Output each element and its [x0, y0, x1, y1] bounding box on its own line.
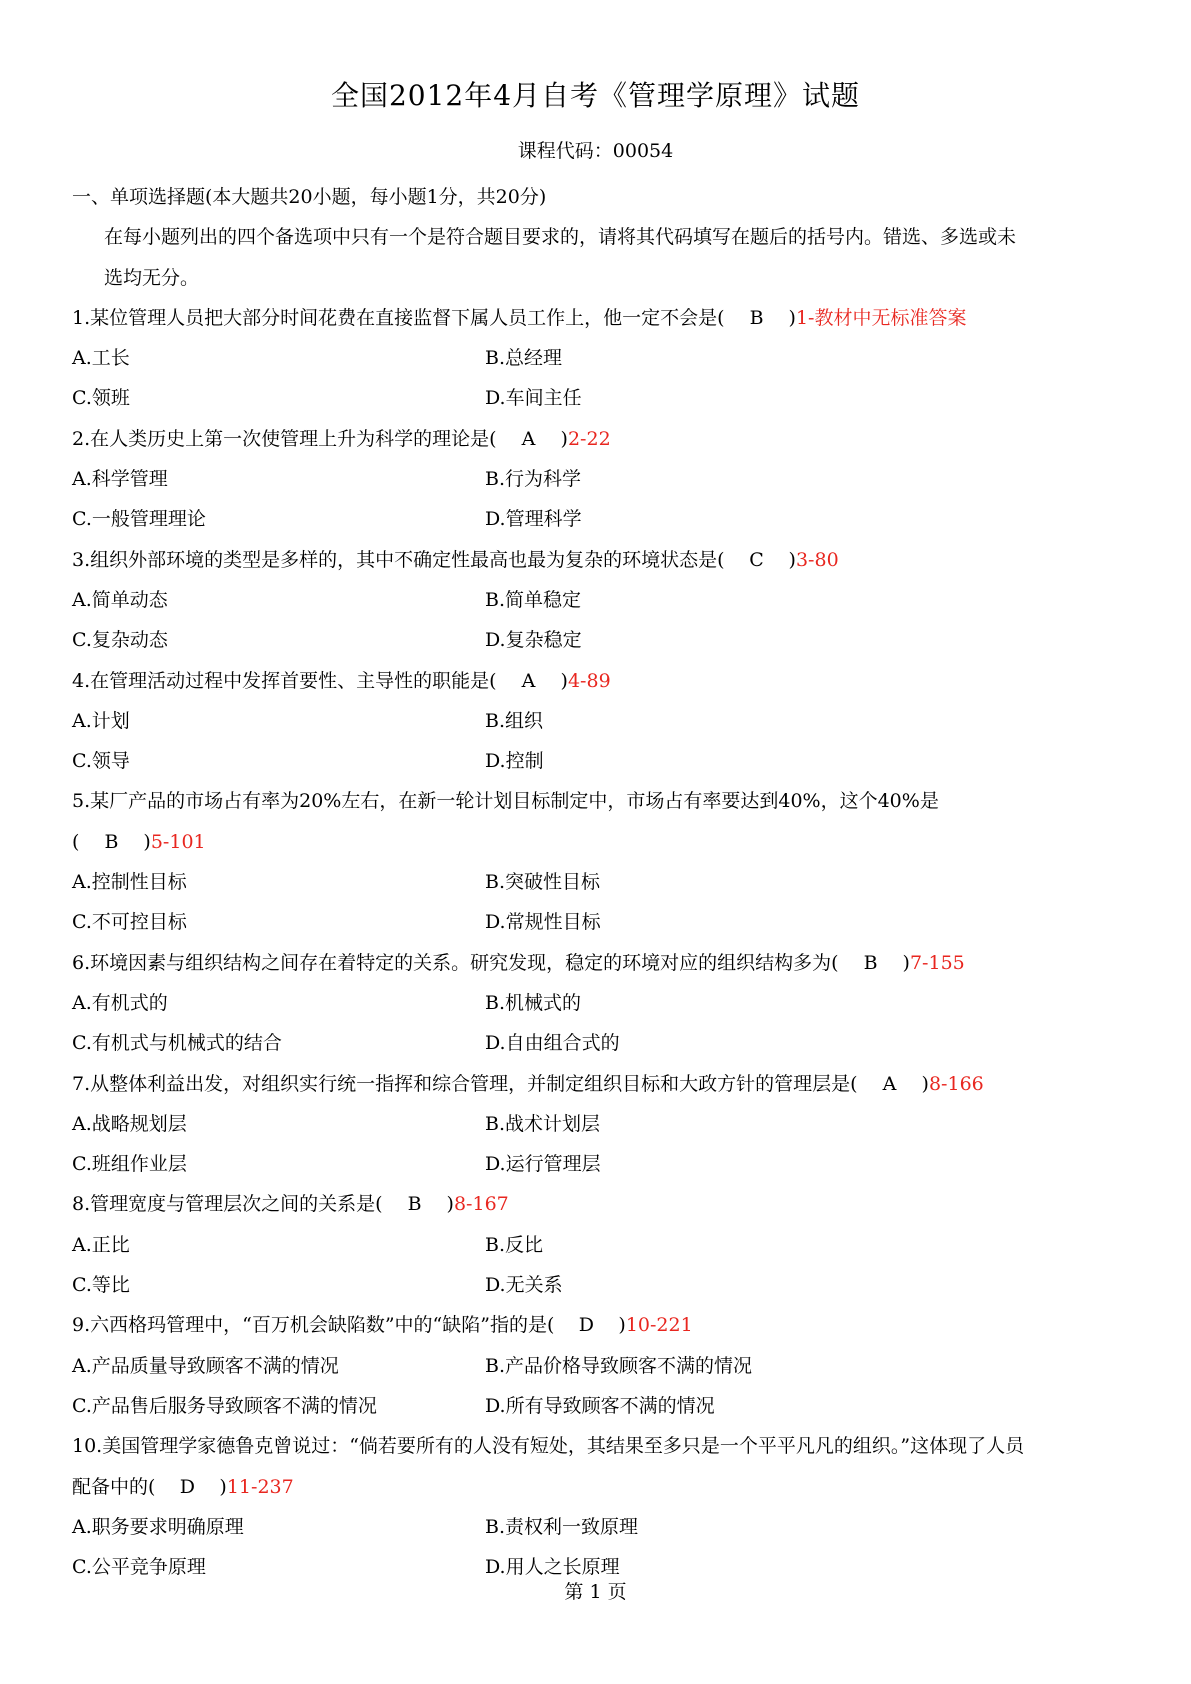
option-c: C.班组作业层: [72, 1153, 187, 1176]
option-a: A.有机式的: [72, 991, 168, 1014]
option-c: C.公平竞争原理: [72, 1556, 206, 1579]
option-row: [72, 1225, 1132, 1265]
answer-letter: C: [749, 548, 764, 571]
section-instruction-line-1: 在每小题列出的四个备选项中只有一个是符合题目要求的，请将其代码填写在题后的括号内。错选、多选或未: [104, 226, 1017, 249]
textbook-reference: 11-237: [226, 1475, 294, 1498]
answer-close-paren: ): [560, 669, 568, 692]
textbook-reference: 8-167: [453, 1193, 509, 1216]
option-a: A.控制性目标: [72, 871, 187, 894]
option-a: A.正比: [72, 1233, 130, 1256]
answer-close-paren: ): [788, 548, 796, 571]
option-row: [72, 1386, 1132, 1426]
question-stem: 9.六西格玛管理中，“百万机会缺陷数”中的“缺陷”指的是(: [72, 1314, 555, 1337]
textbook-reference: 8-166: [928, 1072, 984, 1095]
option-d: D.复杂稳定: [485, 629, 582, 652]
option-a: A.计划: [72, 709, 130, 732]
option-d: D.控制: [485, 750, 544, 773]
option-d: D.无关系: [485, 1274, 563, 1297]
option-a: A.工长: [72, 347, 130, 370]
option-row: [72, 983, 1132, 1023]
question-stem-line-2: [72, 822, 1132, 862]
question-stem: 5.某厂产品的市场占有率为20%左右，在新一轮计划目标制定中，市场占有率要达到40%，这个40%是: [72, 790, 939, 813]
option-c: C.不可控目标: [72, 911, 187, 934]
option-b: B.反比: [485, 1233, 544, 1256]
answer-letter: D: [179, 1475, 196, 1498]
option-a: A.简单动态: [72, 588, 168, 611]
page-title: 全国2012年4月自考《管理学原理》试题: [330, 79, 861, 112]
option-b: B.产品价格导致顾客不满的情况: [485, 1354, 753, 1377]
answer-letter: A: [882, 1072, 897, 1095]
answer-letter: B: [863, 951, 878, 974]
textbook-reference: 10-221: [625, 1314, 693, 1337]
option-row: [72, 378, 1132, 418]
answer-letter: D: [578, 1314, 595, 1337]
page-footer: 第 1 页: [564, 1581, 627, 1603]
question-4: [72, 661, 1132, 782]
textbook-reference: 3-80: [795, 548, 839, 571]
question-list: [72, 298, 1132, 1588]
option-row: [72, 1507, 1132, 1547]
question-stem-line: [72, 943, 1132, 983]
answer-close-paren: ): [618, 1314, 626, 1337]
option-row: [72, 701, 1132, 741]
question-stem: 8.管理宽度与管理层次之间的关系是(: [72, 1193, 383, 1216]
option-row: [72, 580, 1132, 620]
question-10: [72, 1426, 1132, 1587]
option-c: C.领导: [72, 750, 130, 773]
option-d: D.管理科学: [485, 508, 582, 531]
question-8: [72, 1184, 1132, 1305]
option-row: [72, 1023, 1132, 1063]
question-stem-line: [72, 781, 1132, 821]
option-b: B.简单稳定: [485, 588, 582, 611]
question-stem: 3.组织外部环境的类型是多样的，其中不确定性最高也最为复杂的环境状态是(: [72, 548, 725, 571]
option-c: C.领班: [72, 387, 130, 410]
option-c: C.一般管理理论: [72, 508, 206, 531]
question-stem: 4.在管理活动过程中发挥首要性、主导性的职能是(: [72, 669, 497, 692]
answer-letter: B: [104, 830, 119, 853]
option-d: D.运行管理层: [485, 1153, 601, 1176]
option-b: B.责权利一致原理: [485, 1515, 639, 1538]
question-stem: 7.从整体利益出发，对组织实行统一指挥和综合管理，并制定组织目标和大政方针的管理层是(: [72, 1072, 858, 1095]
question-stem-line: [72, 540, 1132, 580]
option-a: A.产品质量导致顾客不满的情况: [72, 1354, 339, 1377]
question-2: [72, 419, 1132, 540]
option-a: A.战略规划层: [72, 1112, 187, 1135]
answer-close-paren: ): [560, 427, 568, 450]
question-stem-line: [72, 419, 1132, 459]
option-b: B.机械式的: [485, 991, 582, 1014]
section-heading: 一、单项选择题(本大题共20小题，每小题1分，共20分): [72, 186, 547, 208]
textbook-reference: 4-89: [567, 669, 611, 692]
option-d: D.用人之长原理: [485, 1556, 620, 1579]
option-d: D.自由组合式的: [485, 1032, 620, 1055]
textbook-reference: 5-101: [150, 830, 206, 853]
option-b: B.组织: [485, 709, 544, 732]
option-row: [72, 741, 1132, 781]
answer-letter: B: [407, 1193, 422, 1216]
answer-close-paren: ): [219, 1475, 227, 1498]
textbook-reference: 2-22: [567, 427, 611, 450]
option-row: [72, 1144, 1132, 1184]
option-row: [72, 620, 1132, 660]
option-row: [72, 338, 1132, 378]
question-stem-line: [72, 1426, 1132, 1466]
option-c: C.复杂动态: [72, 629, 168, 652]
question-stem-line: [72, 298, 1132, 338]
question-stem: 6.环境因素与组织结构之间存在着特定的关系。研究发现，稳定的环境对应的组织结构多为(: [72, 951, 839, 974]
option-row: [72, 902, 1132, 942]
question-stem-line: [72, 1305, 1132, 1345]
option-c: C.产品售后服务导致顾客不满的情况: [72, 1394, 377, 1417]
option-row: [72, 1346, 1132, 1386]
answer-close-paren: ): [143, 830, 151, 853]
answer-close-paren: ): [788, 306, 796, 329]
option-row: [72, 1104, 1132, 1144]
option-a: A.职务要求明确原理: [72, 1515, 244, 1538]
option-c: C.有机式与机械式的结合: [72, 1032, 282, 1055]
option-d: D.常规性目标: [485, 911, 601, 934]
question-6: [72, 943, 1132, 1064]
course-code: 课程代码：00054: [517, 140, 674, 162]
question-stem: 2.在人类历史上第一次使管理上升为科学的理论是(: [72, 427, 497, 450]
option-row: [72, 459, 1132, 499]
option-row: [72, 499, 1132, 539]
question-stem: 1.某位管理人员把大部分时间花费在直接监督下属人员工作上，他一定不会是(: [72, 306, 725, 329]
answer-letter: A: [521, 669, 536, 692]
answer-letter: B: [749, 306, 764, 329]
question-7: [72, 1064, 1132, 1185]
question-stem-continued: 配备中的(: [72, 1475, 156, 1498]
option-row: [72, 862, 1132, 902]
question-9: [72, 1305, 1132, 1426]
option-b: B.战术计划层: [485, 1112, 601, 1135]
question-5: [72, 781, 1132, 942]
section-instruction-line-2: 选均无分。: [104, 266, 200, 289]
option-a: A.科学管理: [72, 468, 168, 491]
question-stem-line: [72, 1064, 1132, 1104]
option-b: B.突破性目标: [485, 871, 601, 894]
question-stem-line: [72, 1184, 1132, 1224]
question-stem: 10.美国管理学家德鲁克曾说过：“倘若要所有的人没有短处，其结果至多只是一个平平凡凡的组织。”这体现了人员: [72, 1435, 1025, 1458]
answer-close-paren: ): [921, 1072, 929, 1095]
option-d: D.所有导致顾客不满的情况: [485, 1394, 715, 1417]
answer-close-paren: ): [902, 951, 910, 974]
question-stem-line-2: [72, 1467, 1132, 1507]
option-b: B.总经理: [485, 347, 563, 370]
textbook-reference: 1-教材中无标准答案: [795, 306, 967, 329]
question-stem-continued: (: [72, 830, 80, 853]
answer-close-paren: ): [446, 1193, 454, 1216]
option-b: B.行为科学: [485, 468, 582, 491]
question-1: [72, 298, 1132, 419]
option-row: [72, 1265, 1132, 1305]
textbook-reference: 7-155: [909, 951, 965, 974]
question-3: [72, 540, 1132, 661]
option-d: D.车间主任: [485, 387, 582, 410]
exam-content: [72, 177, 1132, 1587]
option-c: C.等比: [72, 1274, 130, 1297]
question-stem-line: [72, 661, 1132, 701]
answer-letter: A: [521, 427, 536, 450]
